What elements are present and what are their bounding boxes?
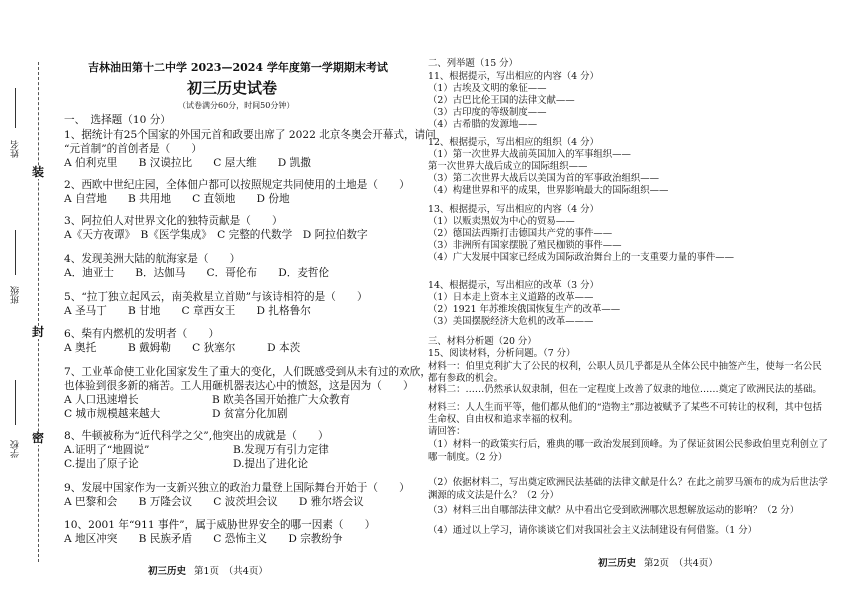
q2-options: A 自营地 B 共用地 C 直领地 D 份地	[64, 193, 290, 205]
exam-info: （试卷满分60分，时间50分钟）	[178, 101, 295, 110]
q12-item4: （4）构建世界和平的成果，世界影响最大的国际组织——	[428, 185, 669, 196]
q6-line1: 6、柴有内燃机的发明者（ ）	[64, 328, 220, 340]
q15-part2-line2: 渊源的成文法是什么？（2 分）	[428, 490, 559, 501]
q15-part3: （3）材料三出自哪部法律文献？从中看出它受到欧洲哪次思想解放运动的影响？（2 分）	[428, 505, 800, 516]
q7-line1: 7、工业革命使工业化国家发生了重大的变化，人们既感受到从未有过的欢欣，	[64, 366, 431, 378]
q15-material3-line1: 材料三：人人生而平等，他们都从他们的“造物主”那边被赋予了某些不可转让的权利，其中包括	[428, 402, 822, 413]
q7-option-b: B 欧美各国开始推广大众教育	[212, 394, 351, 406]
seal-char-mi: 密	[32, 431, 45, 445]
name-label: 姓名	[11, 140, 21, 158]
q15-part1-line2: 哪一制度。（2 分）	[428, 452, 508, 463]
class-label: 班级	[11, 286, 21, 304]
q4-options: A．迪亚士 B．达伽马 C．哥伦布 D．麦哲伦	[64, 267, 330, 279]
q14-item3: （3）美国摆脱经济大危机的改革———	[428, 316, 594, 327]
q1-options: A 伯利克里 B 汉谟拉比 C 屋大维 D 凯撒	[64, 157, 311, 169]
binding-dashed-line	[38, 62, 39, 562]
q7-option-c: C 城市规模越来越大	[64, 408, 161, 420]
q15-part1-line1: （1）材料一的政策实行后，雅典的哪一政治发展到顶峰。为了保证贫困公民参政伯里克利创立了	[428, 439, 828, 450]
q12-title: 12、根据提示，写出相应的组织（4 分）	[428, 137, 599, 148]
q3-options: A《天方夜谭》 B《医学集成》 C 完整的代数学 D 阿拉伯数字	[64, 229, 368, 241]
q8-option-d: D.提出了进化论	[233, 458, 309, 470]
footer-right	[598, 555, 718, 569]
exam-title: 吉林油田第十二中学 2023—2024 学年度第一学期期末考试	[88, 61, 388, 74]
q8-option-b: B.发现万有引力定律	[233, 444, 329, 456]
q8-option-a: A.证明了“地圆说”	[64, 444, 150, 456]
q14-title: 14、根据提示，写出相应的改革（3 分）	[428, 280, 599, 291]
footer-left-page: 第1页 （共4页）	[194, 566, 268, 577]
q11-title: 11、根据提示，写出相应的内容（4 分）	[428, 71, 599, 82]
q1-line2: “元首制”的首创者是（ ）	[64, 143, 202, 155]
q8-line1: 8、牛顿被称为“近代科学之父”,他突出的成就是（ ）	[64, 430, 329, 442]
q11-item3: （3）古印度的等级制度——	[428, 107, 547, 118]
q15-title: 15、阅读材料，分析问题。（7 分）	[428, 348, 576, 359]
q15-material2: 材料二：……仍然承认奴隶制，但在一定程度上改善了奴隶的地位……奠定了欧洲民法的基础。	[428, 384, 822, 395]
school-label: 学校	[11, 440, 21, 458]
section-2-title: 二、列举题（15 分）	[428, 58, 518, 69]
q15-material3-line2: 生命权、自由权和追求幸福的权利。	[428, 414, 579, 425]
q5-line1: 5、“拉丁独立起风云，南美救星立首勋”与该诗相符的是（ ）	[64, 291, 368, 303]
q5-options: A 圣马丁 B 甘地 C 章西女王 D 扎格鲁尔	[64, 305, 311, 317]
q11-item4: （4）古希腊的发源地——	[428, 119, 538, 130]
q12-item1: （1）第一次世界大战前英国加入的军事组织——	[428, 149, 631, 160]
q12-item3: （3）第二次世界大战后以美国为首的军事政治组织——	[428, 173, 659, 184]
q13-item4: （4）广大发展中国家已经成为国际政治舞台上的一支重要力量的事件——	[428, 252, 734, 263]
q7-option-d: D 贫富分化加剧	[212, 408, 288, 420]
subject-title: 初三历史试卷	[187, 79, 278, 97]
class-blank-line	[15, 230, 16, 275]
footer-left	[148, 563, 268, 577]
q13-item1: （1）以贩卖黑奴为中心的贸易——	[428, 216, 575, 227]
name-blank-line	[15, 88, 16, 128]
footer-right-page: 第2页 （共4页）	[644, 558, 718, 569]
seal-char-zhuang: 装	[32, 165, 45, 179]
q9-line1: 9、发展中国家作为一支新兴独立的政治力量登上国际舞台开始于（ ）	[64, 482, 410, 494]
q7-line2: 也体验到很多新的痛苦。工人用砸机器表达心中的愤怒，这是因为（ ）	[64, 380, 414, 392]
q9-options: A 巴黎和会 B 万隆会议 C 波茨坦会议 D 雅尔塔会议	[64, 496, 364, 508]
q8-option-c: C.提出了原子论	[64, 458, 139, 470]
q15-material1-line1: 材料一：伯里克利扩大了公民的权利，公职人员几乎都是从全体公民中抽签产生，使每一名公民	[428, 361, 822, 372]
q14-item2: （2）1921 年苏维埃俄国恢复生产的改革——	[428, 304, 621, 315]
q15-ask: 请回答：	[428, 426, 466, 437]
footer-left-subject: 初三历史	[148, 566, 187, 577]
q10-line1: 10、2001 年“911 事件”，属于威胁世界安全的哪一因素（ ）	[64, 519, 376, 531]
seal-char-feng: 封	[32, 325, 45, 339]
q12-item2: 第一次世界大战后成立的国际组织——	[428, 161, 588, 172]
q6-options: A 奥托 B 戴姆勒 C 狄塞尔 D 本茨	[64, 342, 301, 354]
q13-item3: （3）非洲所有国家摆脱了殖民枷锁的事件——	[428, 240, 622, 251]
q11-item1: （1）古埃及文明的象征——	[428, 83, 547, 94]
q15-material1-line2: 都有参政的机会。	[428, 373, 504, 384]
q14-item1: （1）日本走上资本主义道路的改革——	[428, 292, 594, 303]
q7-option-a: A 人口迅速增长	[64, 394, 139, 406]
q4-line1: 4、发现美洲大陆的航海家是（ ）	[64, 253, 241, 265]
section-3-title: 三、材料分析题（20 分）	[428, 336, 537, 347]
q10-options: A 地区冲突 B 民族矛盾 C 恐怖主义 D 宗教纷争	[64, 533, 343, 545]
q1-line1: 1、据统计有25个国家的外国元首和政要出席了 2022 北京冬奥会开幕式，请问	[64, 129, 436, 141]
q11-item2: （2）古巴比伦王国的法律文献——	[428, 95, 575, 106]
footer-right-subject: 初三历史	[598, 558, 637, 569]
q2-line1: 2、西欧中世纪庄园，全体佃户都可以按照规定共同使用的土地是（ ）	[64, 179, 410, 191]
q15-part2-line1: （2）依据材料二，写出奠定欧洲民法基础的法律文献是什么？在此之前罗马颁布的成为后世法学	[428, 477, 828, 488]
q15-part4: （4）通过以上学习，请你谈谈它们对我国社会主义法制建设有何借鉴。（1 分）	[428, 525, 757, 536]
q13-item2: （2）德国法西斯打击德国共产党的事件——	[428, 228, 613, 239]
section-1-title: 一、 选择题（10 分）	[64, 114, 171, 126]
q3-line1: 3、阿拉伯人对世界文化的独特贡献是（ ）	[64, 215, 283, 227]
q13-title: 13、根据提示，写出相应的内容（4 分）	[428, 204, 599, 215]
school-blank-line	[15, 380, 16, 425]
